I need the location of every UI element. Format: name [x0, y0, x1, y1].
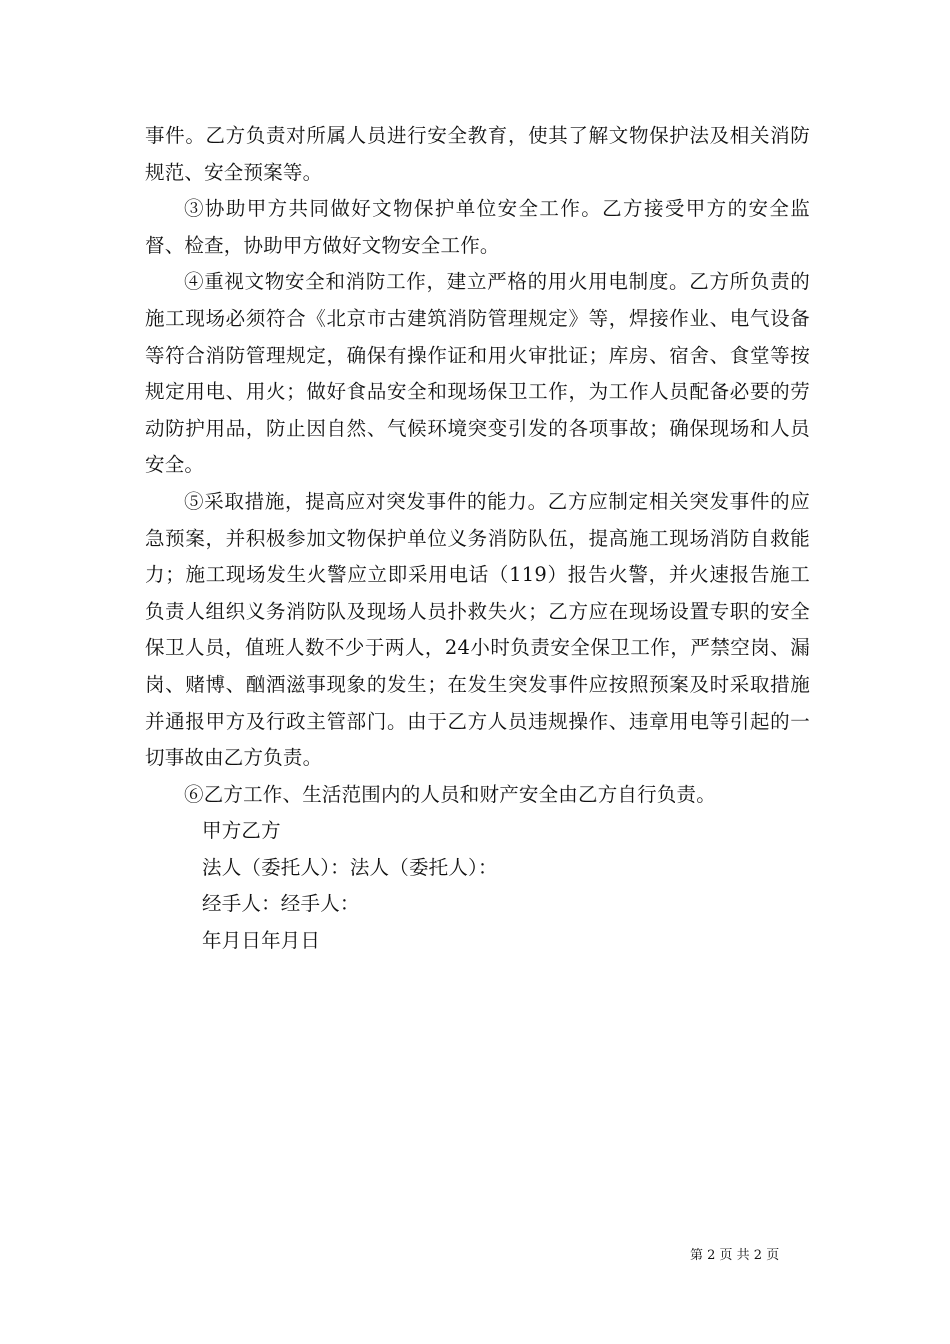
signature-legal-representative: 法人（委托人）：法人（委托人）：	[202, 855, 498, 879]
paragraph-item-4: ④重视文物安全和消防工作，建立严格的用火用电制度。乙方所负责的施工现场必须符合《北京市古建筑消防管理规定》等，焊接作业、电气设备等符合消防管理规定，确保有操作证和用火审批证；库房、宿舍、食堂等按规定用电、用火；做好食品安全和现场保卫工作，为工作人员配备必要的劳动防护用品，防止因自然、气候环境突变引发的各项事故；确保现场和人员安全。	[145, 270, 810, 477]
paragraph-item-5: ⑤采取措施，提高应对突发事件的能力。乙方应制定相关突发事件的应急预案，并积极参加文物保护单位义务消防队伍，提高施工现场消防自救能力；施工现场发生火警应立即采用电话（119）报告火警，并火速报告施工负责人组织义务消防队及现场人员扑救失火；乙方应在现场设置专职的安全保卫人员，值班人数不少于两人，24小时负责安全保卫工作，严禁空岗、漏岗、赌博、酗酒滋事现象的发生；在发生突发事件应按照预案及时采取措施并通报甲方及行政主管部门。由于乙方人员违规操作、违章用电等引起的一切事故由乙方负责。	[145, 489, 810, 770]
paragraph-item-6: ⑥乙方工作、生活范围内的人员和财产安全由乙方自行负责。	[184, 782, 716, 806]
page-number-footer: 第 2 页 共 2 页	[690, 1248, 780, 1263]
paragraph-item-3: ③协助甲方共同做好文物保护单位安全工作。乙方接受甲方的安全监督、检查，协助甲方做好文物安全工作。	[145, 197, 810, 257]
document-body	[145, 118, 810, 960]
paragraph-continuation: 事件。乙方负责对所属人员进行安全教育，使其了解文物保护法及相关消防规范、安全预案等。	[145, 124, 810, 184]
signature-parties: 甲方乙方	[202, 819, 281, 843]
signature-handler: 经手人：经手人：	[202, 892, 360, 916]
signature-date: 年月日年月日	[202, 929, 321, 953]
